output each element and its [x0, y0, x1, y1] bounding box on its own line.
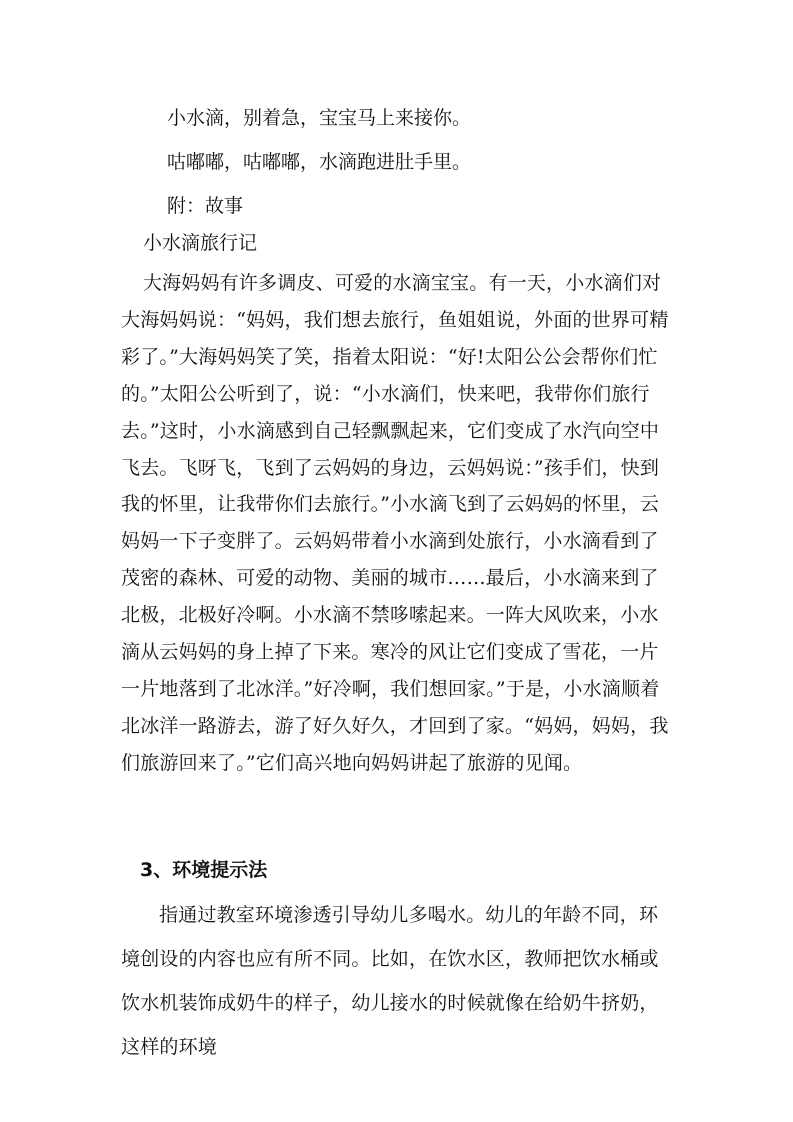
section-heading: 3、环境提示法: [140, 859, 268, 881]
poem-line-2: 咕嘟嘟，咕嘟嘟，水滴跑进肚手里。: [167, 151, 472, 173]
section-paragraph: 指通过教室环境渗透引导幼儿多喝水。幼儿的年龄不同，环境创设的内容也应有所不同。比如，在饮水区，教师把饮水桶或饮水机装饰成奶牛的样子，幼儿接水的时候就像在给奶牛挤奶，这样的环境: [121, 904, 659, 1058]
poem-line-1: 小水滴，别着急，宝宝马上来接你。: [167, 107, 472, 129]
story-title: 小水滴旅行记: [143, 232, 258, 254]
appendix-label: 附：故事: [167, 195, 244, 217]
story-paragraph: 大海妈妈有许多调皮、可爱的水滴宝宝。有一天，小水滴们对大海妈妈说：“妈妈，我们想去旅行，鱼姐姐说，外面的世界可精彩了。”大海妈妈笑了笑，指着太阳说：“好!太阳公公会帮你们忙的。”太阳公公听到了，说：“小水滴们，快来吧，我带你们旅行去。”这时，小水滴感到自己轻飘飘起来，它们变成了水汽向空中飞去。飞呀飞，飞到了云妈妈的身边，云妈妈说：”孩手们，快到我的怀里，让我带你们去旅行。”小水滴飞到了云妈妈的怀里，云妈妈一下子变胖了。云妈妈带着小水滴到处旅行，小水滴看到了茂密的森林、可爱的动物、美丽的城市……最后，小水滴来到了北极，北极好冷啊。小水滴不禁哆嗦起来。一阵大风吹来，小水滴从云妈妈的身上掉了下来。寒冷的风让它们变成了雪花，一片一片地落到了北冰洋。”好冷啊，我们想回家。”于是，小水滴顺着北冰洋一路游去，游了好久好久，才回到了家。“妈妈，妈妈，我们旅游回来了。”它们高兴地向妈妈讲起了旅游的见闻。: [121, 272, 669, 774]
